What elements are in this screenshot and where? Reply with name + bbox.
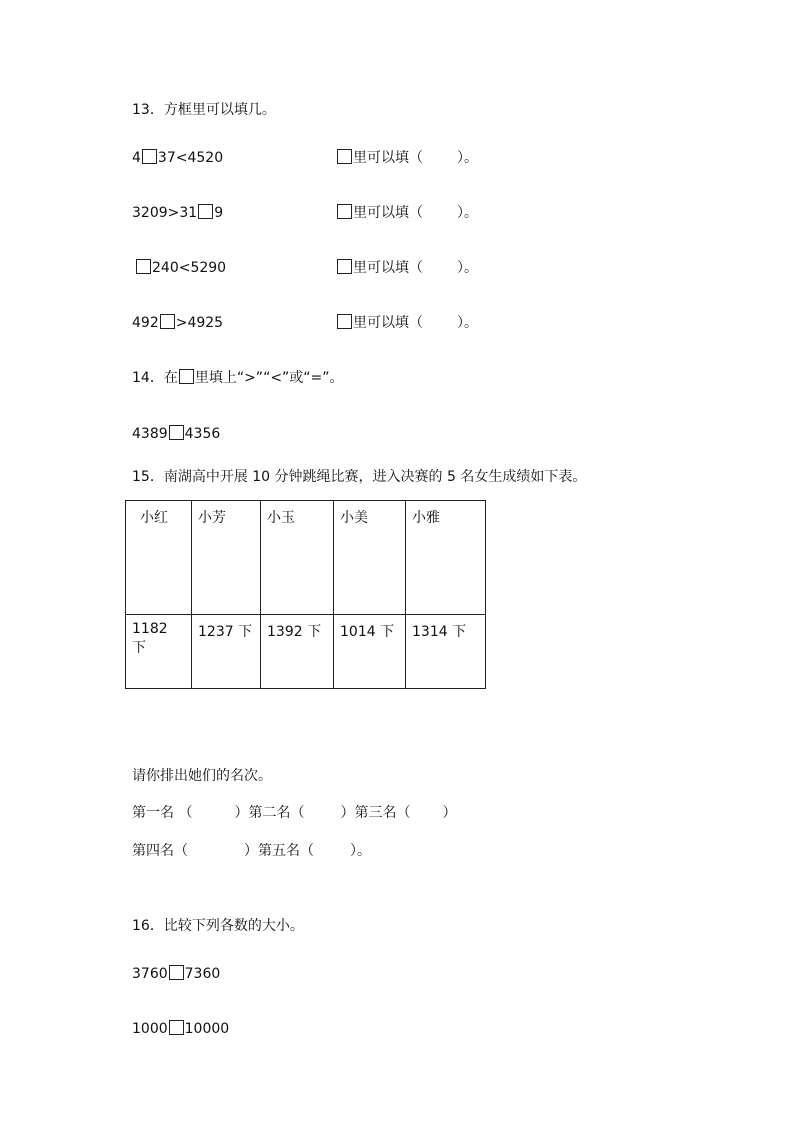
score-cell: 1182 下 xyxy=(126,615,192,689)
q13-row-3-expression xyxy=(135,258,226,278)
q13-row-4-answer-text: 里可以填（ xyxy=(353,315,423,331)
answer-box[interactable] xyxy=(169,1020,184,1035)
rank-1-end: ） xyxy=(234,805,249,821)
q16-row-2 xyxy=(132,1019,229,1039)
q14-title xyxy=(132,368,344,388)
table-row xyxy=(126,501,486,615)
answer-box[interactable] xyxy=(136,259,151,274)
answer-box[interactable] xyxy=(337,149,352,164)
score-cell: 1014 下 xyxy=(334,615,406,689)
name-cell: 小芳 xyxy=(192,501,261,615)
answer-box[interactable] xyxy=(160,314,175,329)
rank-4-label: 第四名（ xyxy=(132,843,188,859)
q13-row-3-answer-text: 里可以填（ xyxy=(353,260,423,276)
q13-row-2-post: 9 xyxy=(214,205,224,221)
answer-box xyxy=(179,369,194,384)
q13-row-1-answer xyxy=(336,148,478,168)
scores-table xyxy=(125,500,486,689)
q13-row-4-post: >4925 xyxy=(175,315,224,331)
q15-ranks-line-2 xyxy=(132,841,371,861)
rank-2-end: ） xyxy=(340,805,355,821)
q13-row-2-expression xyxy=(132,203,223,223)
q13-row-4-end: ）。 xyxy=(457,315,478,331)
answer-box[interactable] xyxy=(337,314,352,329)
score-cell: 1237 下 xyxy=(192,615,261,689)
q13-row-3-end: ）。 xyxy=(457,260,478,276)
q14-title-post: 里填上“>”“<”或“=”。 xyxy=(194,370,344,386)
q16-row-1 xyxy=(132,964,220,984)
q13-row-4-answer xyxy=(336,313,478,333)
answer-box[interactable] xyxy=(198,204,213,219)
q13-row-1-answer-text: 里可以填（ xyxy=(353,150,423,166)
answer-box[interactable] xyxy=(169,425,184,440)
name-cell: 小红 xyxy=(126,501,192,615)
q13-row-4-pre: 492 xyxy=(132,315,159,331)
q13-row-1-post: 37<4520 xyxy=(157,150,224,166)
answer-box[interactable] xyxy=(142,149,157,164)
q13-row-2-end: ）。 xyxy=(457,205,478,221)
rank-5-end: ）。 xyxy=(350,843,371,859)
rank-3-label: 第三名（ xyxy=(354,805,411,821)
answer-box[interactable] xyxy=(337,204,352,219)
rank-4-end: ） xyxy=(244,843,258,859)
rank-1-label: 第一名 （ xyxy=(132,805,193,821)
q14-right: 4356 xyxy=(184,426,221,442)
q13-row-2-answer-text: 里可以填（ xyxy=(353,205,423,221)
q16-title: 16．比较下列各数的大小。 xyxy=(132,918,304,934)
name-cell: 小美 xyxy=(334,501,406,615)
q16-row-2-left: 1000 xyxy=(132,1021,168,1037)
rank-5-label: 第五名（ xyxy=(258,843,314,859)
q13-title: 13．方框里可以填几。 xyxy=(132,102,276,118)
q13-row-1-expression xyxy=(132,148,223,168)
q13-row-2-pre: 3209>31 xyxy=(132,205,198,221)
q16-row-1-left: 3760 xyxy=(132,966,168,982)
rank-2-label: 第二名（ xyxy=(248,805,305,821)
q13-row-3-post: 240<5290 xyxy=(152,260,227,276)
q14-title-pre: 14．在 xyxy=(132,370,178,386)
score-cell: 1392 下 xyxy=(261,615,334,689)
q15-title: 15．南湖高中开展 10 分钟跳绳比赛，进入决赛的 5 名女生成绩如下表。 xyxy=(132,469,587,485)
q13-row-4-expression xyxy=(132,313,223,333)
q14-left: 4389 xyxy=(132,426,168,442)
table-row xyxy=(126,615,486,689)
q15-ranks-line-1 xyxy=(132,803,456,823)
q16-row-2-right: 10000 xyxy=(184,1021,230,1037)
rank-3-end: ） xyxy=(442,805,457,821)
name-cell: 小玉 xyxy=(261,501,334,615)
score-cell: 1314 下 xyxy=(406,615,486,689)
q13-row-1-pre: 4 xyxy=(132,150,141,166)
q16-row-1-right: 7360 xyxy=(184,966,221,982)
name-cell: 小雅 xyxy=(406,501,486,615)
q15-prompt: 请你排出她们的名次。 xyxy=(132,768,272,784)
q14-expression xyxy=(132,424,220,444)
answer-box[interactable] xyxy=(337,259,352,274)
q13-row-2-answer xyxy=(336,203,478,223)
answer-box[interactable] xyxy=(169,965,184,980)
q13-row-1-end: ）。 xyxy=(457,150,478,166)
q13-row-3-answer xyxy=(336,258,478,278)
